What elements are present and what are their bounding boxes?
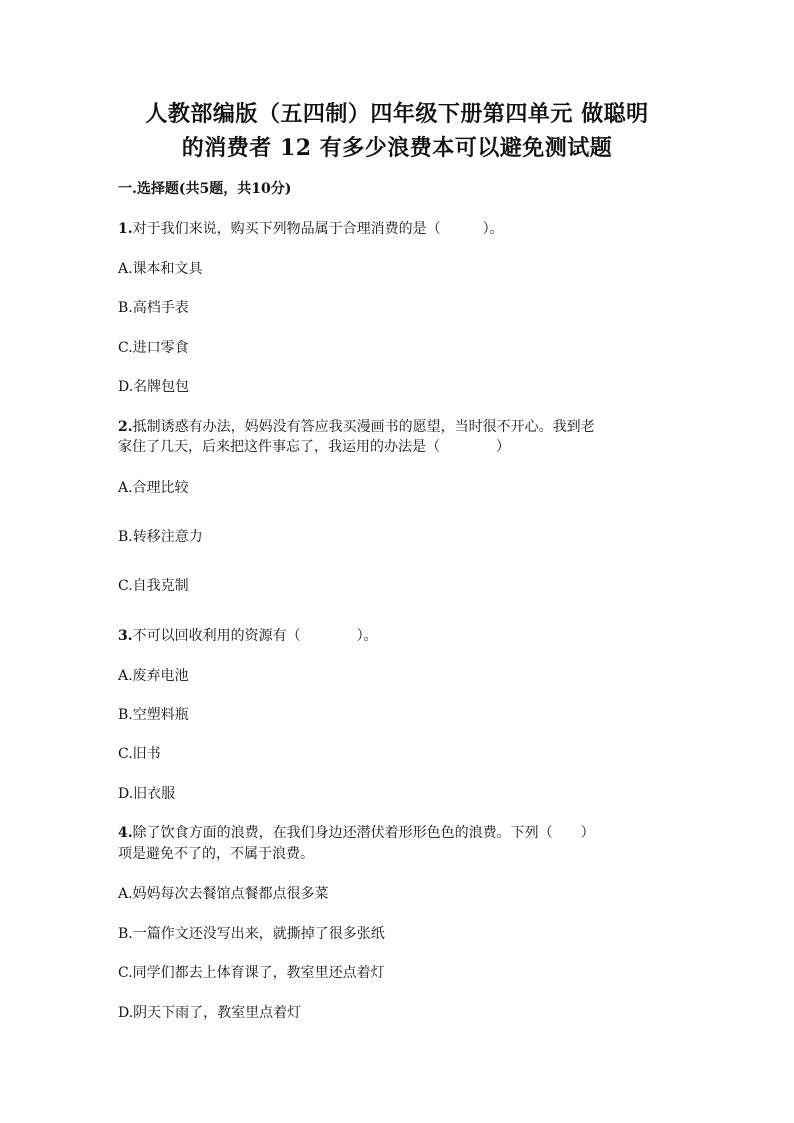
section-heading: 一.选择题(共5题，共10分) <box>118 181 292 197</box>
question-4-option-a: A.妈妈每次去餐馆点餐都点很多菜 <box>118 886 329 902</box>
question-4-text-line-1: 除了饮食方面的浪费，在我们身边还潜伏着形形色色的浪费。下列（ ） <box>132 825 595 841</box>
question-3-option-c: C.旧书 <box>118 746 161 762</box>
question-3-option-b: B.空塑料瓶 <box>118 707 189 723</box>
question-2-option-c: C.自我克制 <box>118 578 189 594</box>
question-1-stem <box>118 218 504 238</box>
page-title-line-1: 人教部编版（五四制）四年级下册第四单元 做聪明 <box>145 101 649 127</box>
question-3-text: 不可以回收利用的资源有（ ）。 <box>132 628 378 644</box>
question-2-number: 2. <box>118 419 133 435</box>
question-1-number: 1. <box>118 221 133 237</box>
question-4-stem-line-1 <box>118 822 595 842</box>
question-4-option-c: C.同学们都去上体育课了，教室里还点着灯 <box>118 965 385 981</box>
question-2-stem-line-2: 家住了几天，后来把这件事忘了，我运用的办法是（ ） <box>118 439 510 455</box>
question-1-option-c: C.进口零食 <box>118 340 189 356</box>
question-3-option-a: A.废弃电池 <box>118 668 189 684</box>
question-4-number: 4. <box>118 825 133 841</box>
question-4-option-b: B.一篇作文还没写出来，就撕掉了很多张纸 <box>118 926 385 942</box>
question-3-number: 3. <box>118 628 133 644</box>
question-4-stem-line-2: 项是避免不了的，不属于浪费。 <box>118 846 314 862</box>
question-1-option-d: D.名牌包包 <box>118 379 190 395</box>
question-1-text: 对于我们来说，购买下列物品属于合理消费的是（ ）。 <box>132 221 504 237</box>
question-2-text-line-1: 抵制诱惑有办法，妈妈没有答应我买漫画书的愿望，当时很不开心。我到老 <box>132 419 595 435</box>
question-1-option-b: B.高档手表 <box>118 300 189 316</box>
question-3-stem <box>118 625 378 645</box>
question-2-stem-line-1 <box>118 416 595 436</box>
question-1-option-a: A.课本和文具 <box>118 261 203 277</box>
question-4-option-d: D.阴天下雨了，教室里点着灯 <box>118 1005 302 1021</box>
question-3-option-d: D.旧衣服 <box>118 786 176 802</box>
question-2-option-b: B.转移注意力 <box>118 529 203 545</box>
page-title-line-2: 的消费者 12 有多少浪费本可以避免测试题 <box>181 135 613 161</box>
question-2-option-a: A.合理比较 <box>118 480 189 496</box>
